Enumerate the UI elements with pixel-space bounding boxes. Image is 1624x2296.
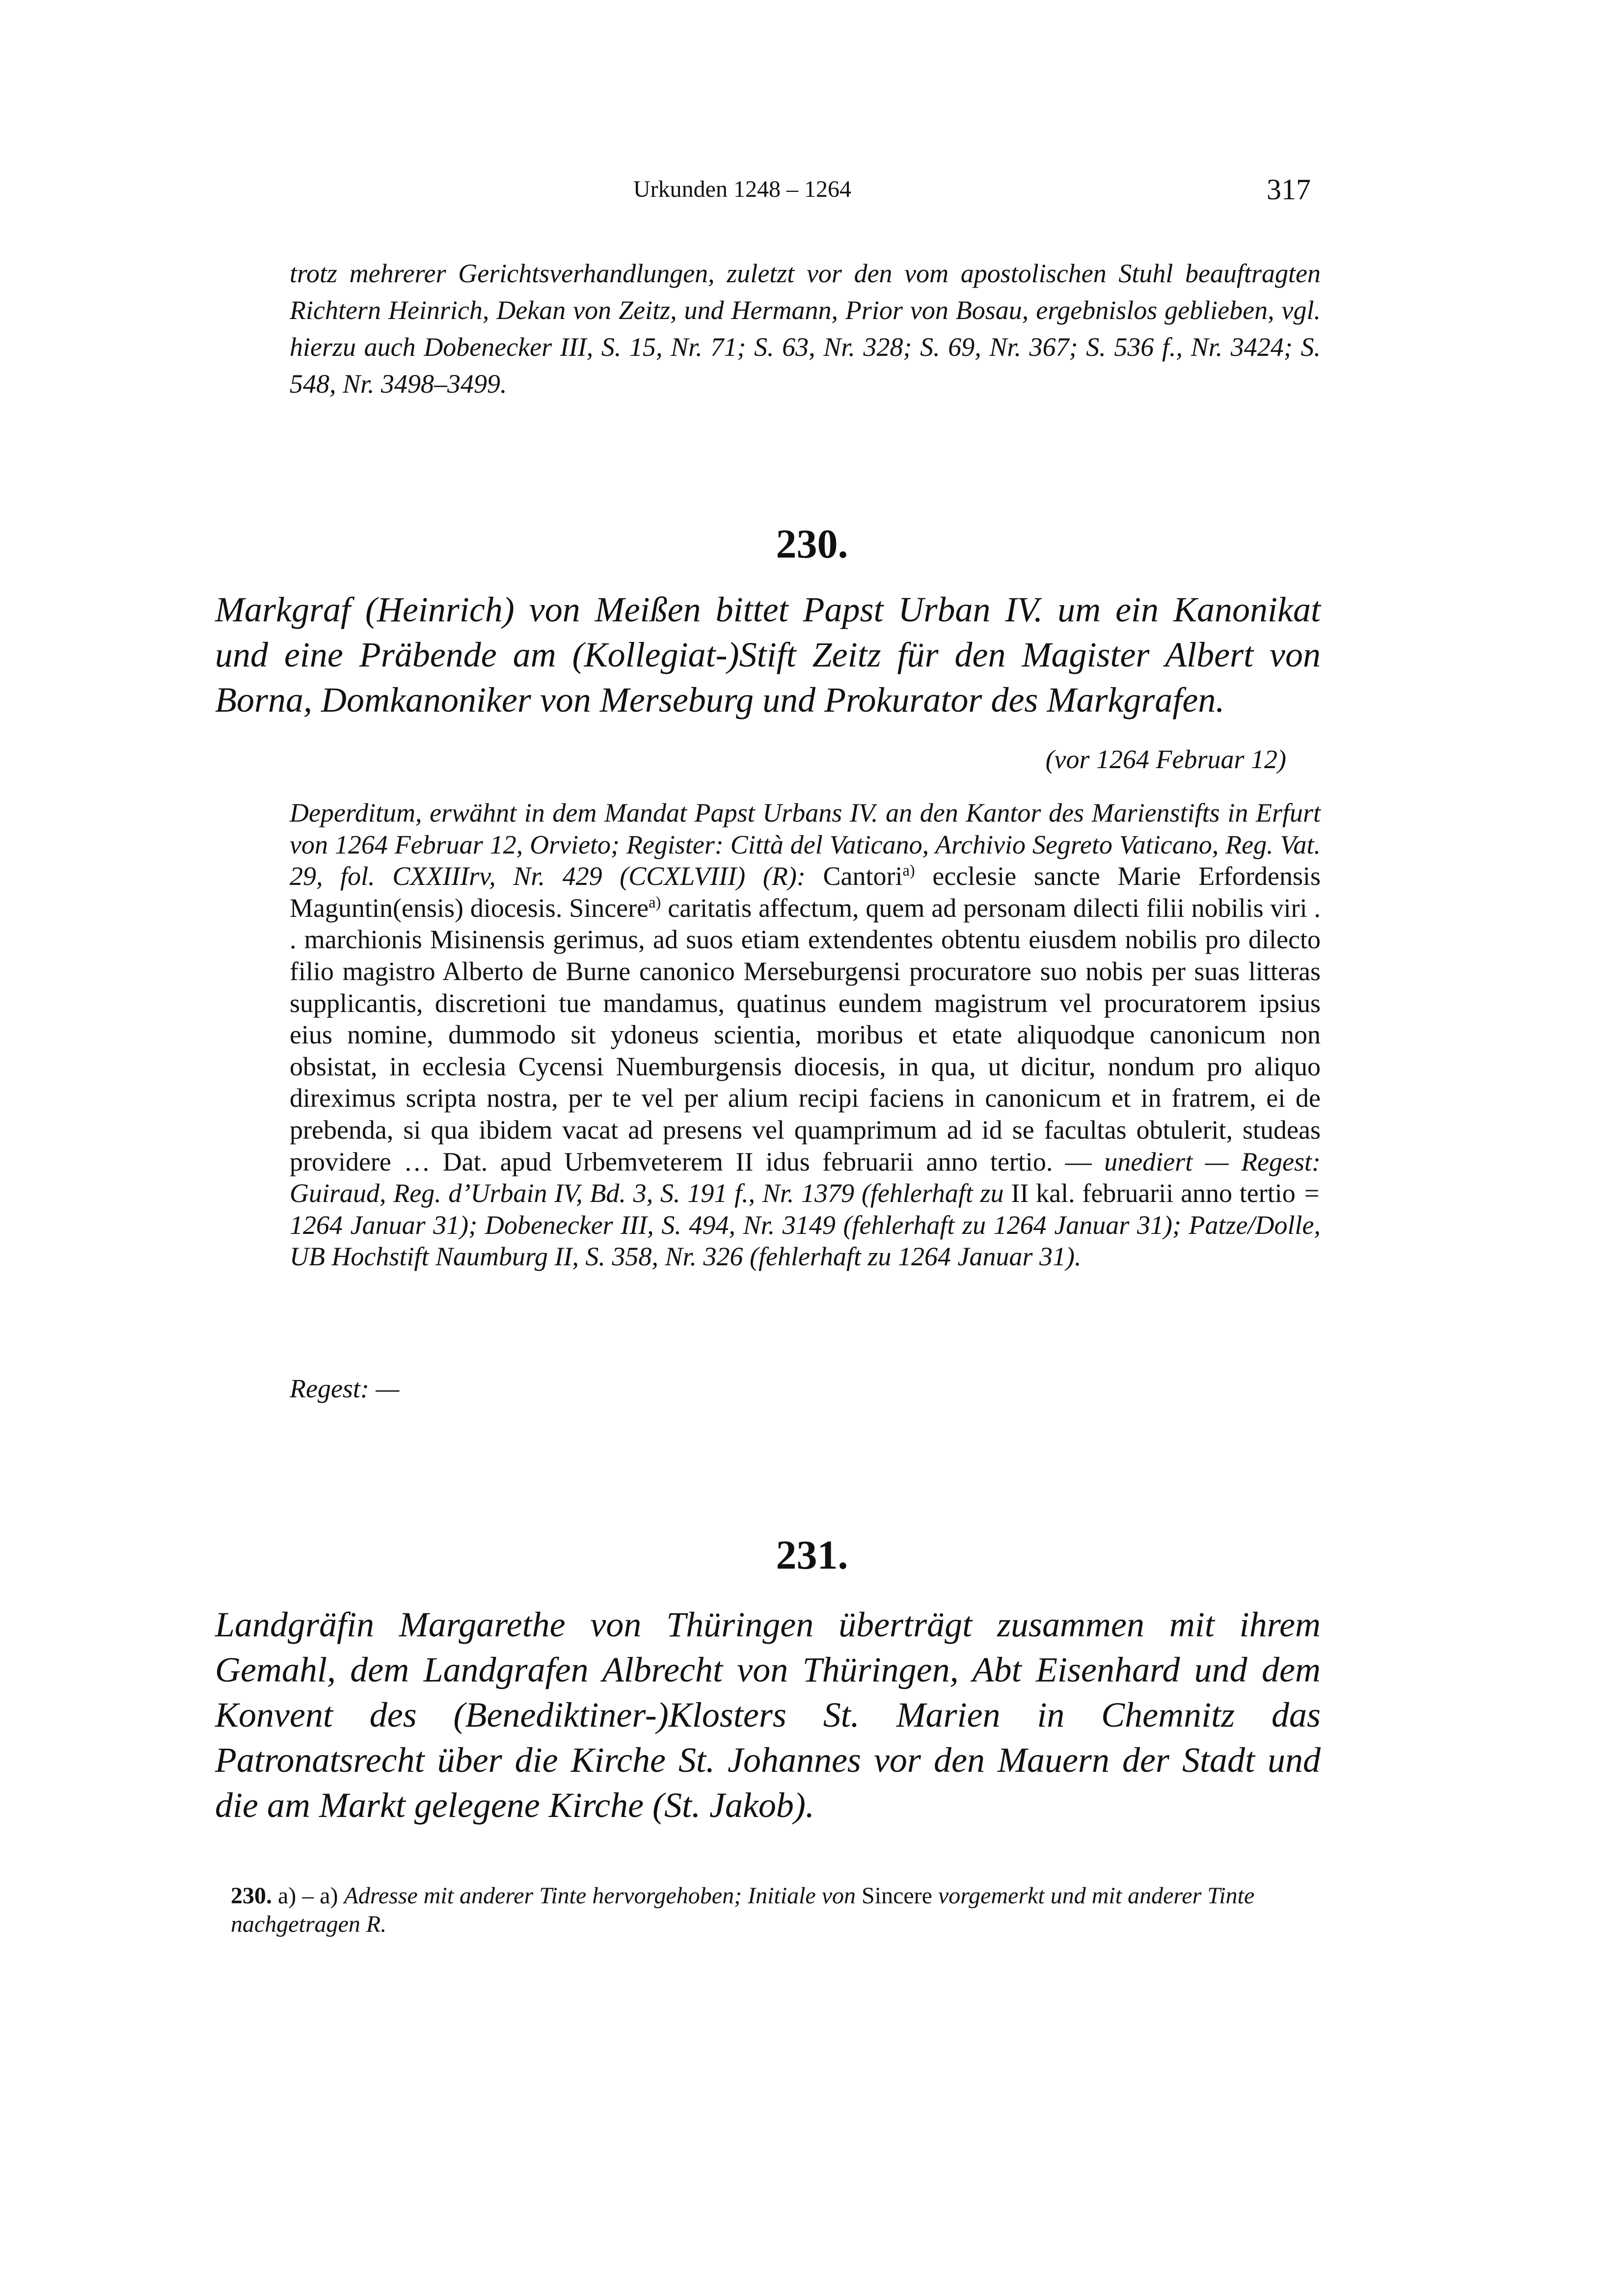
intro-paragraph xyxy=(290,255,1321,402)
source-note: Deperditum, erwähnt in dem Mandat Papst Urbans IV. an den Kantor des Marienstifts in Erfurt von 1264 Februar 12, Orvieto; Register: Città del Vaticano, Archivio Segreto Vaticano, Reg. Vat. 29, fol. CXXIIIrv, Nr. 429 (CCXLVIII) (R): xyxy=(290,798,1321,891)
footnote-word: Sincere xyxy=(862,1883,932,1909)
running-header: Urkunden 1248 – 1264 xyxy=(633,176,851,202)
document-number-230: 230. xyxy=(776,521,848,567)
footnote-ref-a: a) xyxy=(902,862,915,880)
unediert-note: unediert — Regest: Guiraud, Reg. d’Urbain IV, Bd. 3, S. 191 f., Nr. 1379 (fehlerhaft zu xyxy=(290,1147,1321,1208)
footnote-number: 230. xyxy=(231,1883,272,1909)
tail-note: = 1264 Januar 31); Dobenecker III, S. 494, Nr. 3149 (fehlerhaft zu 1264 Januar 31); Patze/Dolle, UB Hochstift Naumburg II, S. 358, Nr. 326 (fehlerhaft zu 1264 Januar 31). xyxy=(290,1178,1321,1272)
regest-label: Regest: — xyxy=(290,1374,400,1403)
text-d: II kal. februarii anno tertio xyxy=(1011,1178,1296,1208)
footnote-marker: a) – a) xyxy=(278,1883,338,1909)
document-number-231: 231. xyxy=(776,1532,848,1578)
regest-230: Markgraf (Heinrich) von Meißen bittet Papst Urban IV. um ein Kanonikat und eine Präbende am (Kollegiat-)Stift Zeitz für den Magister Albert von Borna, Domkanoniker von Merseburg und Prokurator des Markgrafen. xyxy=(215,590,1321,720)
footnote-text-2: vorgemerkt und mit anderer Tinte nachgetragen R. xyxy=(231,1883,1255,1937)
footnote-ref-b: a) xyxy=(649,893,661,911)
page-number: 317 xyxy=(1267,173,1311,206)
footnote-230 xyxy=(231,1882,1321,1939)
date-230: (vor 1264 Februar 12) xyxy=(1045,745,1286,774)
text-b: ecclesie sancte Marie Erfordensis Maguntin(ensis) diocesis. Sincere xyxy=(290,861,1321,923)
intro-text: trotz mehrerer Gerichtsverhandlungen, zuletzt vor den vom apostolischen Stuhl beauftragten Richtern Heinrich, Dekan von Zeitz, und Hermann, Prior von Bosau, ergebnislos geblieben, vgl. hierzu auch Dobenecker III, S. 15, Nr. 71; S. 63, Nr. 328; S. 69, Nr. 367; S. 536 f., Nr. 3424; S. 548, Nr. 3498–3499. xyxy=(290,259,1321,399)
body-230 xyxy=(290,797,1321,1273)
footnote-text-1: Adresse mit anderer Tinte hervorgehoben; Initiale von xyxy=(344,1883,856,1909)
regest-231: Landgräfin Margarethe von Thüringen überträgt zusammen mit ihrem Gemahl, dem Landgrafen Albrecht von Thüringen, Abt Eisenhard und dem Konvent des (Benediktiner-)Klosters St. Marien in Chemnitz das Patronatsrecht über die Kirche St. Johannes vor den Mauern der Stadt und die am Markt gelegene Kirche (St. Jakob). xyxy=(215,1605,1321,1825)
text-a: Cantori xyxy=(823,861,903,891)
text-c: caritatis affectum, quem ad personam dilecti filii nobilis viri . . marchionis Misinensis gerimus, ad suos etiam extendentes obtentu eiusdem nobilis pro dilecto filio magistro Alberto de Burne canonico Merseburgensi procuratore suo nobis per suas litteras supplicantis, discretioni tue mandamus, quatinus eundem magistrum vel procuratorem ipsius eius nomine, dummodo sit ydoneus scientia, moribus et etate aliquodque canonicum non obsistat, in ecclesia Cycensi Nuemburgensis diocesis, in qua, ut dicitur, nondum pro aliquo direximus scripta nostra, per te vel per alium recipi faciens in canonicum et in fratrem, ei de prebenda, si qua ibidem vacat ad presens vel quamprimum ad id se facultas obtulerit, studeas providere … Dat. apud Urbemveterem II idus februarii anno tertio. — xyxy=(290,893,1321,1176)
